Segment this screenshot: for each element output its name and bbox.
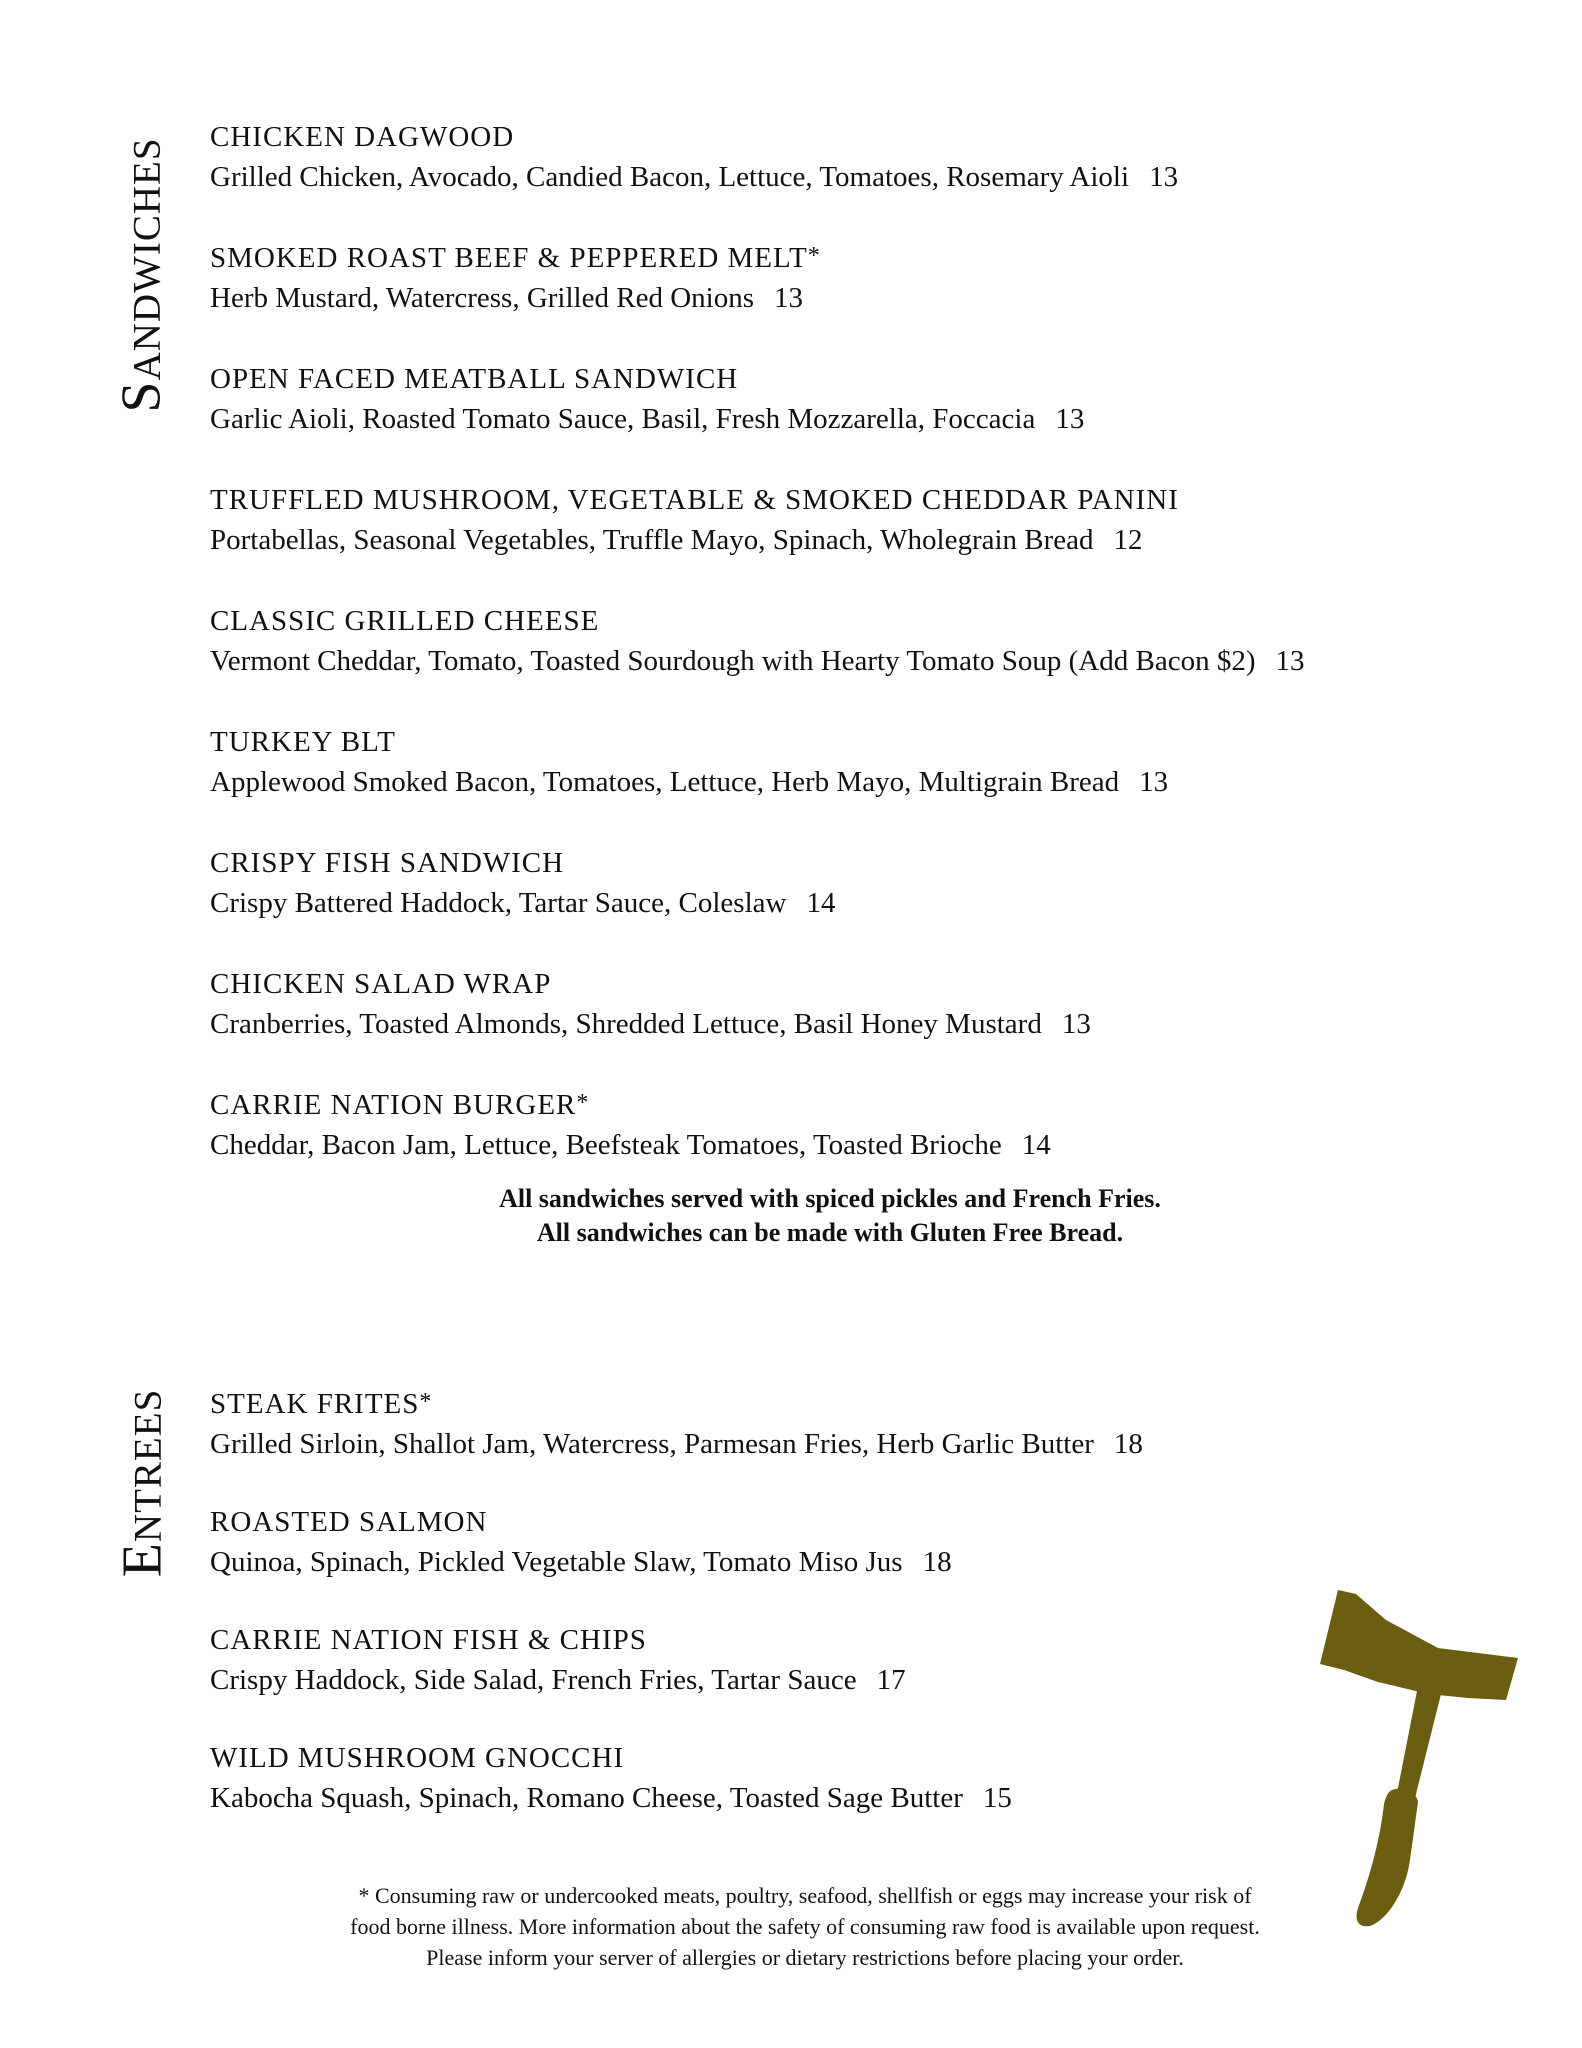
menu-item xyxy=(210,1621,1510,1739)
menu-item xyxy=(210,1385,1510,1503)
item-description: Cranberries, Toasted Almonds, Shredded Lettuce, Basil Honey Mustard 13 xyxy=(210,1008,1091,1040)
entrees-heading-text: Entrees xyxy=(111,1388,174,1577)
item-description: Portabellas, Seasonal Vegetables, Truffle Mayo, Spinach, Wholegrain Bread 12 xyxy=(210,524,1143,556)
item-price: 13 xyxy=(773,282,803,314)
item-description: Herb Mustard, Watercress, Grilled Red Onions 13 xyxy=(210,282,803,314)
disclaimer-line: food borne illness. More information about the safety of consuming raw food is available upon request. xyxy=(350,1914,1260,1939)
item-price: 13 xyxy=(1275,645,1305,677)
item-name: CHICKEN DAGWOOD xyxy=(210,121,515,153)
menu-item xyxy=(210,602,1510,723)
menu-item xyxy=(210,1503,1510,1621)
sandwiches-heading xyxy=(112,110,172,440)
hatchet-icon xyxy=(1318,1590,1518,1930)
item-name: CRISPY FISH SANDWICH xyxy=(210,847,565,879)
sandwiches-heading-text: Sandwiches xyxy=(111,137,174,413)
item-price: 13 xyxy=(1149,161,1179,193)
item-price: 13 xyxy=(1139,766,1169,798)
allergy-disclaimer xyxy=(230,1880,1380,1973)
sandwiches-list xyxy=(210,118,1510,1207)
item-description: Quinoa, Spinach, Pickled Vegetable Slaw, Tomato Miso Jus 18 xyxy=(210,1546,952,1578)
item-price: 13 xyxy=(1055,403,1085,435)
item-name: TURKEY BLT xyxy=(210,726,396,758)
item-price: 12 xyxy=(1113,524,1143,556)
sandwich-note xyxy=(380,1182,1280,1250)
item-price: 15 xyxy=(982,1782,1012,1814)
menu-item xyxy=(210,844,1510,965)
item-description: Garlic Aioli, Roasted Tomato Sauce, Basil, Fresh Mozzarella, Foccacia 13 xyxy=(210,403,1085,435)
item-description: Crispy Haddock, Side Salad, French Fries, Tartar Sauce 17 xyxy=(210,1664,906,1696)
sandwich-note-line: All sandwiches served with spiced pickles and French Fries. xyxy=(499,1184,1161,1213)
menu-item xyxy=(210,1739,1510,1857)
item-price: 14 xyxy=(1021,1129,1051,1161)
disclaimer-line: Please inform your server of allergies or dietary restrictions before placing your order. xyxy=(426,1945,1184,1970)
item-price: 14 xyxy=(806,887,836,919)
menu-item xyxy=(210,723,1510,844)
item-name: CLASSIC GRILLED CHEESE xyxy=(210,605,600,637)
item-name: WILD MUSHROOM GNOCCHI xyxy=(210,1742,625,1774)
item-price: 18 xyxy=(1113,1428,1143,1460)
disclaimer-line: * Consuming raw or undercooked meats, poultry, seafood, shellfish or eggs may increase your risk of xyxy=(358,1883,1252,1908)
menu-item xyxy=(210,481,1510,602)
menu-item xyxy=(210,965,1510,1086)
item-price: 18 xyxy=(922,1546,952,1578)
item-name: STEAK FRITES* xyxy=(210,1388,433,1420)
menu-item xyxy=(210,360,1510,481)
item-name: CHICKEN SALAD WRAP xyxy=(210,968,552,1000)
item-name: SMOKED ROAST BEEF & PEPPERED MELT* xyxy=(210,242,821,274)
item-name: CARRIE NATION BURGER* xyxy=(210,1089,590,1121)
item-description: Grilled Sirloin, Shallot Jam, Watercress, Parmesan Fries, Herb Garlic Butter 18 xyxy=(210,1428,1143,1460)
item-name: CARRIE NATION FISH & CHIPS xyxy=(210,1624,647,1656)
item-description: Kabocha Squash, Spinach, Romano Cheese, Toasted Sage Butter 15 xyxy=(210,1782,1012,1814)
item-description: Crispy Battered Haddock, Tartar Sauce, Coleslaw 14 xyxy=(210,887,836,919)
item-name: TRUFFLED MUSHROOM, VEGETABLE & SMOKED CHEDDAR PANINI xyxy=(210,484,1179,516)
menu-item xyxy=(210,118,1510,239)
menu-item xyxy=(210,239,1510,360)
item-description: Grilled Chicken, Avocado, Candied Bacon, Lettuce, Tomatoes, Rosemary Aioli 13 xyxy=(210,161,1179,193)
item-name: OPEN FACED MEATBALL SANDWICH xyxy=(210,363,739,395)
item-description: Cheddar, Bacon Jam, Lettuce, Beefsteak Tomatoes, Toasted Brioche 14 xyxy=(210,1129,1051,1161)
item-price: 13 xyxy=(1061,1008,1091,1040)
entrees-heading xyxy=(112,1375,172,1590)
item-name: ROASTED SALMON xyxy=(210,1506,488,1538)
item-description: Vermont Cheddar, Tomato, Toasted Sourdough with Hearty Tomato Soup (Add Bacon $2) 13 xyxy=(210,645,1305,677)
entrees-list xyxy=(210,1385,1510,1857)
item-price: 17 xyxy=(876,1664,906,1696)
item-description: Applewood Smoked Bacon, Tomatoes, Lettuce, Herb Mayo, Multigrain Bread 13 xyxy=(210,766,1169,798)
sandwich-note-line: All sandwiches can be made with Gluten Free Bread. xyxy=(536,1218,1124,1247)
